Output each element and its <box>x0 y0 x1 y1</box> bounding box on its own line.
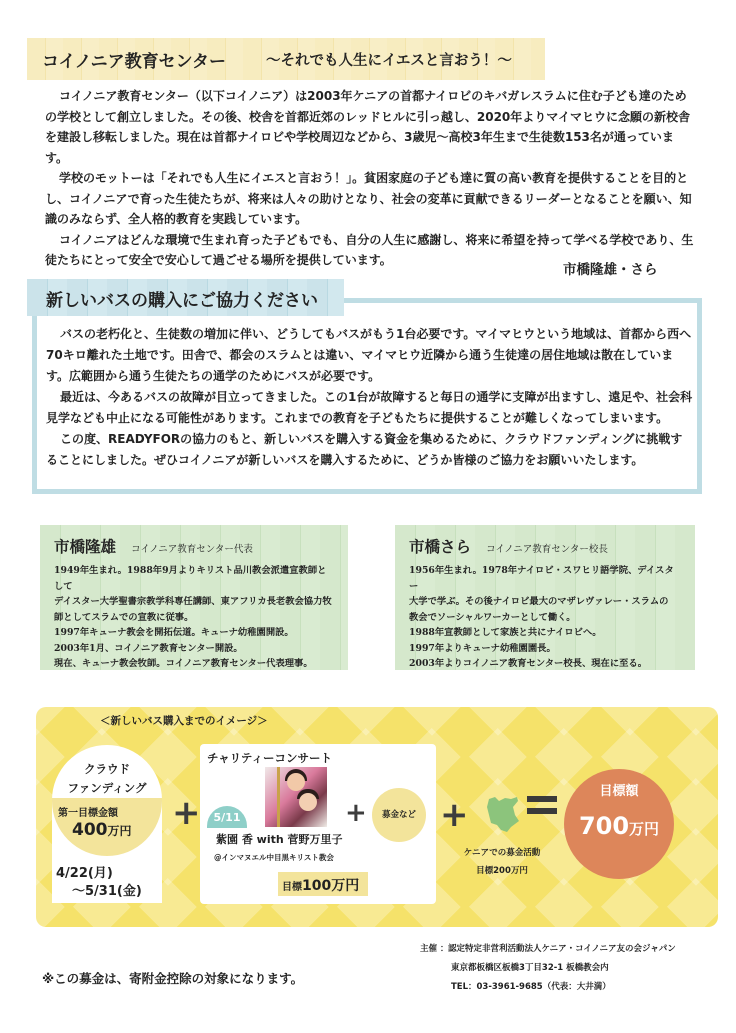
crowdfunding-start-date: 4/22(月) <box>56 866 113 881</box>
bio-line: 2003年よりコイノニア教育センター校長、現在に至る。 <box>409 658 648 669</box>
bio-line: デイスター大学聖書宗教学科専任講師、東アフリカ長老教会協力牧 <box>54 596 332 607</box>
bio-text <box>409 563 681 672</box>
section1-title: コイノニア教育センター <box>42 52 226 72</box>
plus-icon: + <box>345 798 367 828</box>
organizer-label: 主催 ： <box>420 944 449 954</box>
bio-name: 市橋さら <box>409 537 472 556</box>
bio-line: 現在、キューナ教会牧師。コイノニア教育センター代表理事。 <box>54 658 313 669</box>
bio-line: 師としてスラムでの宣教に従事。 <box>54 611 194 623</box>
bio-line: 1956年生まれ。1978年ナイロビ・スワヒリ語学院、デイスター <box>409 565 674 592</box>
plus-icon: + <box>440 795 469 835</box>
bio-card-takao <box>40 525 348 670</box>
target-unit: 万円 <box>629 820 660 838</box>
crowdfunding-goal-label: 第一目標金額 <box>58 808 118 819</box>
section2-body <box>46 324 694 471</box>
goal-number: 100 <box>302 878 332 894</box>
concert-goal <box>278 872 368 896</box>
bio-text <box>54 563 334 672</box>
performers-photo <box>265 767 327 827</box>
target-amount <box>564 812 674 840</box>
signature: 市橋隆雄・さら <box>563 262 658 278</box>
donations-circle: 募金など <box>372 788 426 842</box>
kenya-fundraising-goal: 目標200万円 <box>476 866 528 876</box>
tax-deduction-note: ※この募金は、寄附金控除の対象になります。 <box>42 971 304 986</box>
crowdfunding-end-date: ～5/31(金) <box>72 884 142 899</box>
bio-card-sara <box>395 525 695 670</box>
bio-line: 1988年宣教師として家族と共にナイロビへ。 <box>409 627 602 638</box>
bio-line: 2003年1月、コイノニア教育センター開設。 <box>54 642 243 654</box>
section2-paragraph: 最近は、今あるバスの故障が目立ってきました。この1台が故障すると毎日の通学に支障が出ますし、遠足や、社会科見学なども中止になる可能性があります。これまでの教育を子どもたちに提供することが難しくなってしまいます。 <box>46 390 693 425</box>
bio-line: 1997年キューナ教会を開拓伝道。キューナ幼稚園開設。 <box>54 627 294 638</box>
bio-line: 大学で学ぶ。その後ナイロビ最大のマザレヴァレー・スラムの <box>409 596 669 607</box>
goal-unit: 万円 <box>331 878 360 894</box>
section1-paragraph: コイノニアはどんな環境で生まれ育った子どもでも、自分の人生に感謝し、将来に希望を持って学べる学校であり、生徒たちにとって安全で安心して過ごせる場所を提供しています。 <box>45 232 694 267</box>
organizer-address: 東京都板橋区板橋3丁目32-1 板橋教会内 <box>451 963 609 973</box>
organizer-name: 認定特定非営利活動法人ケニア・コイノニア友の会ジャパン <box>448 944 676 954</box>
section1-paragraph: コイノニア教育センター（以下コイノニア）は2003年ケニアの首都ナイロビのキバガレスラムに住む子ども達のための学校として創立しました。その後、校舎を首都近郊のレッドヒルに引っ越し、2020年よりマイマヒウに念願の新校舎を建設し移転しました。現在は首都ナイロビや学校周辺などから、3歳児～高校3年生まで生徒数153名が通っています。 <box>45 89 691 165</box>
crowdfunding-title-line: クラウド <box>84 762 130 776</box>
target-label: 目標額 <box>599 784 639 799</box>
crowdfunding-goal-amount <box>72 820 132 840</box>
bio-line: 1949年生まれ。1988年9月よりキリスト品川教会派遣宣教師として <box>54 565 327 592</box>
amount-unit: 万円 <box>107 824 132 838</box>
target-number: 700 <box>578 812 630 840</box>
crowdfunding-title-line: ファンディング <box>67 781 147 795</box>
concert-performers: 紫園 香 with 菅野万里子 <box>216 833 343 846</box>
section2-paragraph: この度、READYFORの協力のもと、新しいバスを購入する資金を集めるために、クラウドファンディングに挑戦することにしました。ぜひコイノニアが新しいバスを購入するために、どうか皆様のご協力をお願いいたします。 <box>46 432 683 467</box>
kenya-map-icon <box>485 795 521 833</box>
bio-name: 市橋隆雄 <box>54 537 117 556</box>
section1-body <box>45 86 695 271</box>
concert-venue: @インマヌエル中目黒キリスト教会 <box>214 853 334 862</box>
section2-title: 新しいバスの購入にご協力ください <box>46 291 318 311</box>
bio-role: コイノニア教育センター校長 <box>486 544 608 555</box>
concert-date-badge: 5/11 <box>207 806 247 828</box>
bio-line: 教会でソーシャルワーカーとして働く。 <box>409 611 576 623</box>
kenya-fundraising-label: ケニアでの募金活動 <box>463 848 541 858</box>
organizer-info <box>420 940 676 997</box>
section1-subtitle: ～それでも人生にイエスと言おう！～ <box>266 53 512 69</box>
bio-line: 1997年よりキューナ幼稚園園長。 <box>409 642 556 654</box>
equals-icon <box>527 796 557 820</box>
organizer-tel: TEL：03-3961-9685（代表：大井満） <box>451 982 611 992</box>
section2-paragraph: バスの老朽化と、生徒数の増加に伴い、どうしてもバスがもう1台必要です。マイマヒウという地域は、首都から西へ70キロ離れた土地です。田舎で、都会のスラムとは違い、マイマヒウ近隣から通う生徒達の居住地域は散在しています。広範囲から通う生徒たちの通学のためにバスが必要です。 <box>46 327 692 383</box>
section1-paragraph: 学校のモットーは「それでも人生にイエスと言おう！」。貧困家庭の子ども達に質の高い教育を提供することを目的とし、コイノニアで育った生徒たちが、将来は人々の助けとなり、社会の変革に貢献できるリーダーとなることを願い、知識のみならず、全人格的教育を実践しています。 <box>45 171 692 226</box>
amount-number: 400 <box>72 820 108 840</box>
bio-role: コイノニア教育センター代表 <box>131 544 253 555</box>
panel-caption: ＜新しいバス購入までのイメージ＞ <box>100 715 268 727</box>
plus-icon: + <box>172 793 201 833</box>
crowdfunding-title <box>52 760 162 798</box>
goal-label: 目標 <box>282 882 302 893</box>
concert-title: チャリティーコンサート <box>207 751 333 765</box>
